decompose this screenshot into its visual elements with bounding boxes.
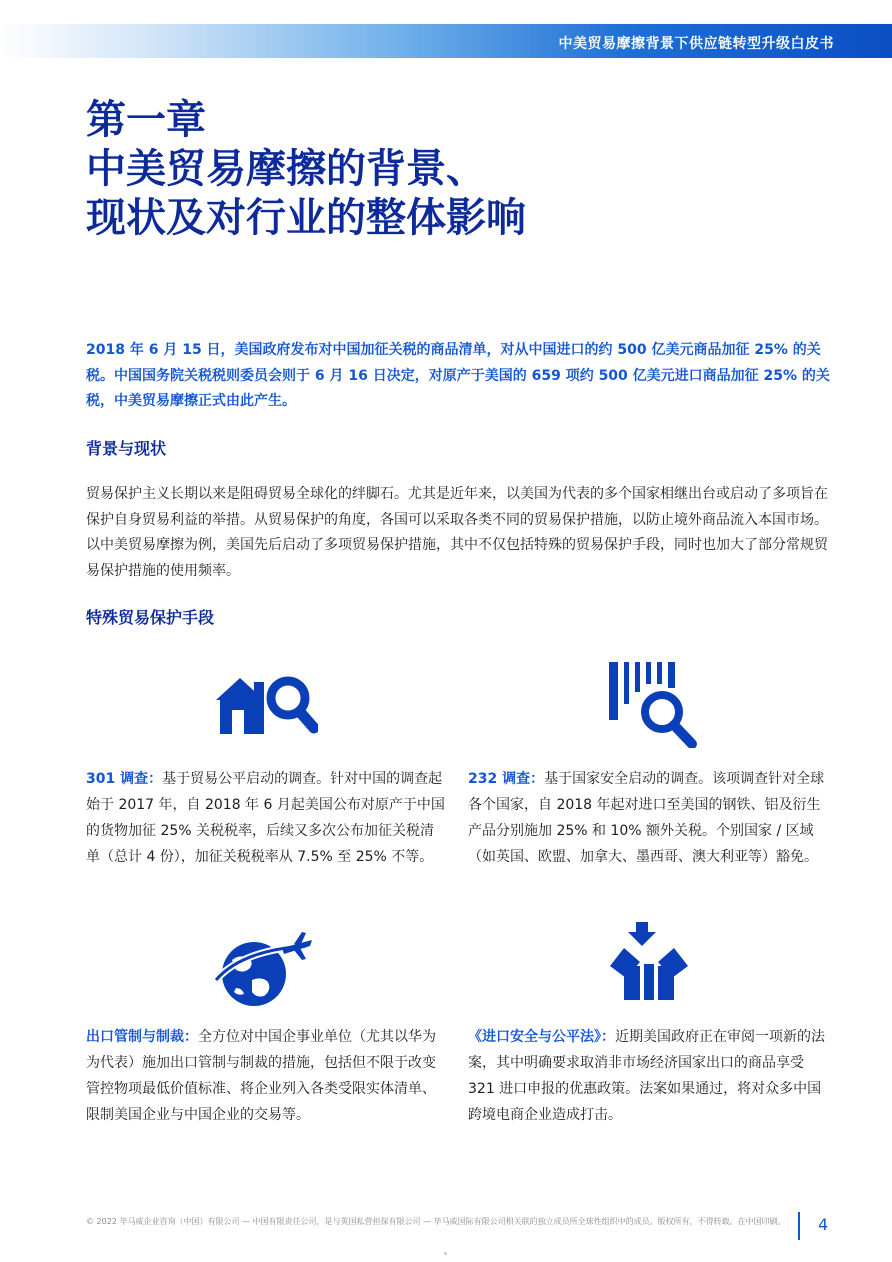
card-import-security-act (468, 1024, 830, 1128)
document-title: 中美贸易摩擦背景下供应链转型升级白皮书 (558, 36, 834, 52)
footer-legal-text: © 2022 毕马威企业咨询（中国）有限公司 — 中国有限责任公司，是与英国私营担保有限公司 — 毕马威国际有限公司相关联的独立成员所全球性组织中的成员。版权所有，不得转载。在中国印刷。 (86, 1217, 786, 1226)
footer-divider (798, 1212, 800, 1240)
chapter-title (86, 96, 526, 243)
footer-dot (444, 1252, 447, 1255)
card-232-label: 232 调查： (468, 771, 545, 787)
card-export-control-label: 出口管制与制裁： (86, 1029, 198, 1045)
page-number: 4 (818, 1215, 829, 1234)
house-magnifier-icon (214, 668, 318, 738)
heading-special-measures: 特殊贸易保护手段 (86, 608, 215, 627)
card-import-security-act-text: 近期美国政府正在审阅一项新的法案，其中明确要求取消非市场经济国家出口的商品享受 321 进口申报的优惠政策。法案如果通过，将对众多中国跨境电商企业造成打击。 (468, 1029, 825, 1123)
card-232-investigation (468, 766, 830, 870)
background-paragraph: 贸易保护主义长期以来是阻碍贸易全球化的绊脚石。尤其是近年来，以美国为代表的多个国家相继出台或启动了多项旨在保护自身贸易利益的举措。从贸易保护的角度，各国可以采取各类不同的贸易保护措施，以防止境外商品流入本国市场。以中美贸易摩擦为例，美国先后启动了多项贸易保护措施，其中不仅包括特殊的贸易保护手段，同时也加大了部分常规贸易保护措施的使用频率。 (86, 486, 828, 579)
card-export-control (86, 1024, 448, 1128)
chapter-number: 第一章 (86, 97, 206, 143)
heading-background: 背景与现状 (86, 439, 167, 458)
intro-paragraph: 2018 年 6 月 15 日，美国政府发布对中国加征关税的商品清单，对从中国进口的约 500 亿美元商品加征 25% 的关税。中国国务院关税税则委员会则于 6 月 16 日决定，对原产于美国的 659 项约 500 亿美元进口商品加征 25% 的关税，中美贸易摩擦正式由此产生。 (86, 342, 830, 409)
card-232-text: 基于国家安全启动的调查。该项调查针对全球各个国家，自 2018 年起对进口至美国的钢铁、铝及衍生产品分别施加 25% 和 10% 额外关税。个别国家 / 区域（如英国、欧盟、加拿大、墨西哥、澳大利亚等）豁免。 (468, 771, 825, 865)
card-export-control-text: 全方位对中国企事业单位（尤其以华为为代表）施加出口管制与制裁的措施，包括但不限于改变管控物项最低价值标准、将企业列入各类受限实体清单、限制美国企业与中国企业的交易等。 (86, 1029, 436, 1123)
card-import-security-act-label: 《进口安全与公平法》： (468, 1029, 615, 1045)
globe-airplane-icon (212, 930, 316, 1010)
card-301-label: 301 调查： (86, 771, 163, 787)
chapter-title-line-1: 中美贸易摩擦的背景、 (86, 146, 486, 192)
card-301-investigation (86, 766, 448, 870)
chapter-title-line-2: 现状及对行业的整体影响 (86, 195, 526, 241)
card-301-text: 基于贸易公平启动的调查。针对中国的调查起始于 2017 年，自 2018 年 6 月起美国公布对原产于中国的货物加征 25% 关税税率，后续又多次公布加征关税清单（总计 4 份），加征关税税率从 7.5% 至 25% 不等。 (86, 771, 445, 865)
barcode-magnifier-icon (606, 660, 700, 748)
box-arrow-icon (608, 918, 690, 1002)
